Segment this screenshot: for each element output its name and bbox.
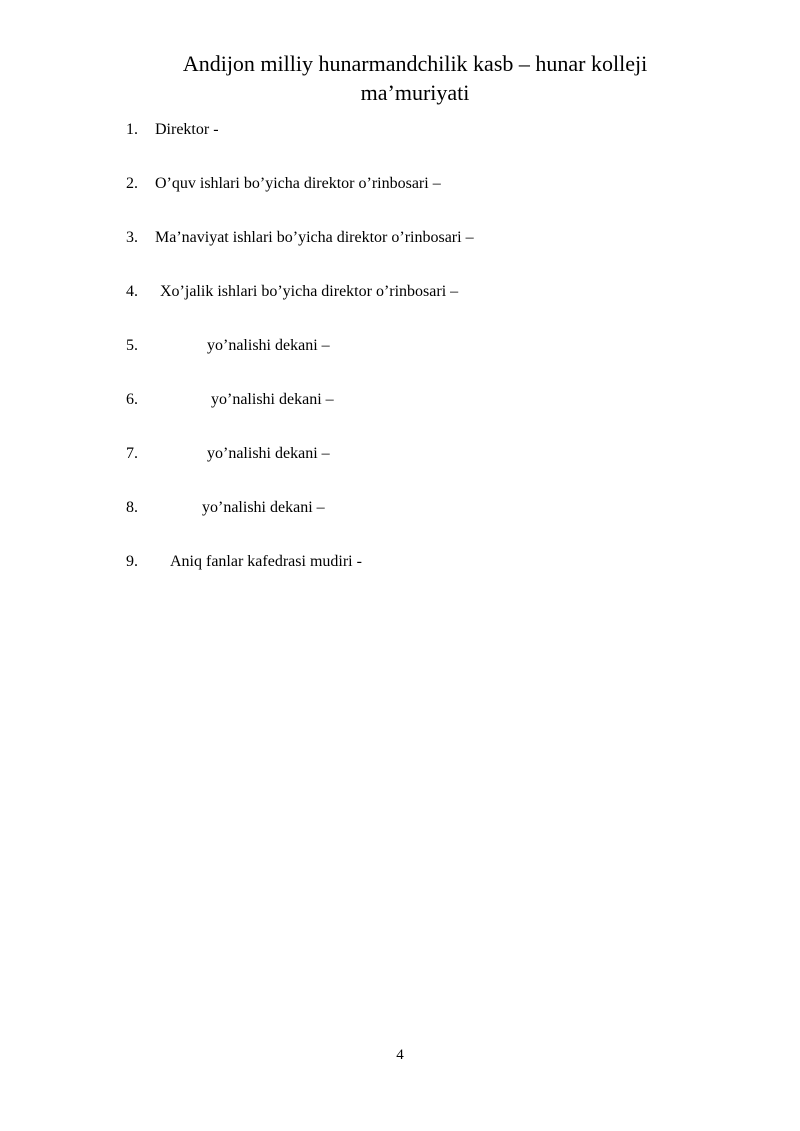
list-item-number: 8.: [126, 499, 138, 516]
list-item-number: 1.: [126, 121, 138, 138]
list-item-number: 7.: [126, 445, 138, 462]
list-item-text: yo’nalishi dekani –: [202, 499, 325, 516]
list-item-number: 4.: [126, 283, 138, 300]
list-item-text: yo’nalishi dekani –: [211, 391, 334, 408]
document-title-line-2: ma’muriyati: [360, 80, 470, 105]
list-item-number: 2.: [126, 175, 138, 192]
list-item-text: yo’nalishi dekani –: [207, 337, 330, 354]
list-item-text: O’quv ishlari bo’yicha direktor o’rinbosari –: [155, 175, 441, 192]
list-item-text: Xo’jalik ishlari bo’yicha direktor o’rinbosari –: [160, 283, 459, 300]
list-item-text: Aniq fanlar kafedrasi mudiri -: [170, 553, 362, 570]
list-item-text: yo’nalishi dekani –: [207, 445, 330, 462]
list-item-text: Ma’naviyat ishlari bo’yicha direktor o’rinbosari –: [155, 229, 474, 246]
list-item-number: 5.: [126, 337, 138, 354]
document-title-line-1: Andijon milliy hunarmandchilik kasb – hunar kolleji: [182, 51, 648, 76]
list-item-text: Direktor -: [155, 121, 219, 138]
list-item-number: 3.: [126, 229, 138, 246]
list-item-number: 6.: [126, 391, 138, 408]
page-number: 4: [396, 1047, 404, 1063]
list-item-number: 9.: [126, 553, 138, 570]
list-item: [126, 552, 362, 632]
